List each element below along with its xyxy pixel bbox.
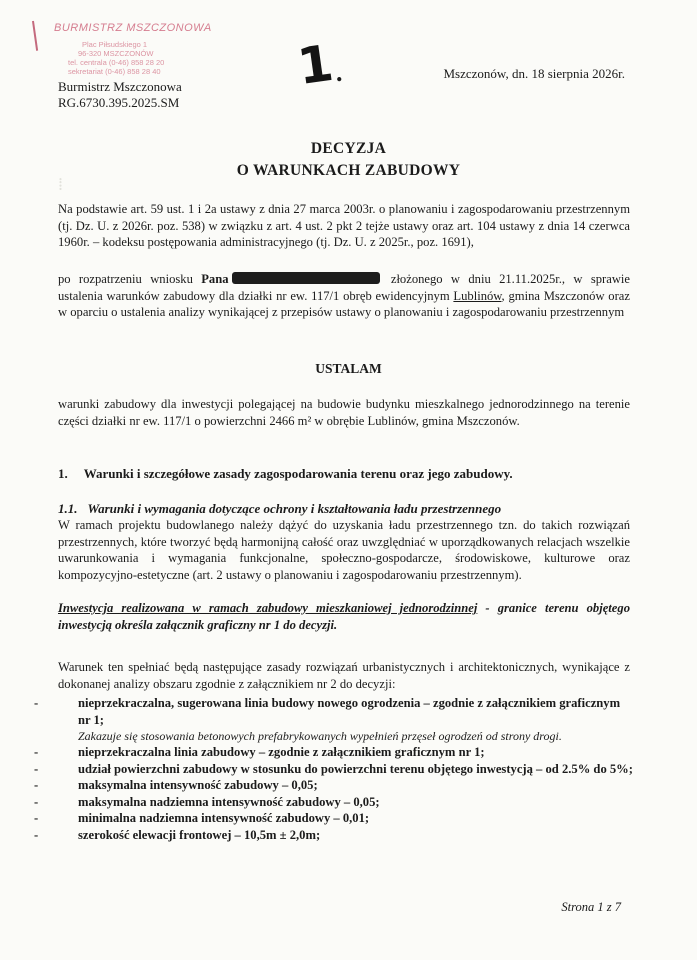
condition-text: szerokość elewacji frontowej – 10,5m ± 2,0m; bbox=[78, 827, 321, 842]
spatial-order-paragraph: W ramach projektu budowlanego należy dążyć do uzyskania ładu przestrzennego tzn. do takich rozwiązań przestrzennych, które tworzyć będą harmonijną całość oraz uwzględniać w uporządkowanych relacjach wszelkie uwarunkowania i wymagania funkcjonalne, społeczno-gospodarcze, środowiskowe, kulturowe oraz kompozycyjno-estetyczne (art. 2 ustawy o planowaniu i zagospodarowaniu przestrzennym). bbox=[58, 518, 630, 582]
document-title: DECYZJA bbox=[310, 140, 387, 157]
consideration-paragraph bbox=[58, 271, 630, 321]
stamp-line: Plac Piłsudskiego 1 bbox=[82, 40, 148, 49]
condition-text: nieprzekraczalna, sugerowana linia budowy nowego ogrodzenia – zgodnie z załącznikiem graficznym nr 1; bbox=[78, 696, 621, 727]
condition-text: nieprzekraczalna linia zabudowy – zgodnie z załącznikiem graficznym nr 1; bbox=[78, 745, 485, 759]
subsection-number: 1.1. bbox=[58, 501, 78, 516]
list-item: - nieprzekraczalna linia zabudowy – zgodnie z załącznikiem graficznym nr 1; bbox=[34, 745, 485, 759]
issuer-office: Burmistrz Mszczonowa bbox=[58, 79, 182, 94]
subsection-title: Warunki i wymagania dotyczące ochrony i kształtowania ładu przestrzennego bbox=[87, 501, 502, 516]
list-item: - minimalna nadziemna intensywność zabudowy – 0,01; bbox=[34, 811, 370, 825]
section-1-heading bbox=[58, 465, 658, 483]
condition-text: maksymalna nadziemna intensywność zabudowy – 0,05; bbox=[78, 794, 380, 809]
investment-boundary: - granice terenu objętego inwestycją określa załącznik graficzny nr 1 do decyzji. bbox=[58, 601, 630, 632]
stamp-line: 96-320 MSZCZONÓW bbox=[78, 49, 154, 58]
condition-note: Zakazuje się stosowania betonowych prefabrykowanych wypełnień przęseł ogrodzeń od strony drogi. bbox=[78, 729, 562, 743]
list-item: - nieprzekraczalna, sugerowana linia budowy nowego ogrodzenia – zgodnie z załącznikiem graficznym nr 1; bbox=[34, 696, 621, 727]
list-item: - maksymalna intensywność zabudowy – 0,05; bbox=[34, 778, 318, 792]
place-and-date: Mszczonów, dn. 18 sierpnia 2026r. bbox=[443, 66, 625, 81]
determination-paragraph: warunki zabudowy dla inwestycji polegającej na budowie budynku mieszkalnego jednorodzinnego na terenie części działki nr ew. 117/1 o powierzchni 2466 m² w obrębie Lublinów, gmina Mszczonów. bbox=[58, 397, 630, 428]
condition-text: udział powierzchni zabudowy w stosunku do powierzchni terenu objętego inwestycją – od 2.5% do 5%; bbox=[78, 761, 633, 776]
stamp-line: sekretariat (0-46) 858 28 40 bbox=[68, 67, 161, 76]
stamp-mark bbox=[32, 19, 50, 51]
applicant-title: Pana bbox=[201, 272, 229, 286]
conditions-list bbox=[34, 695, 634, 843]
investment-paragraph bbox=[58, 600, 630, 633]
list-item: - szerokość elewacji frontowej – 10,5m ± 2,0m; bbox=[34, 827, 321, 842]
list-item: - maksymalna nadziemna intensywność zabudowy – 0,05; bbox=[34, 794, 380, 809]
stamp-title: BURMISTRZ MSZCZONOWA bbox=[54, 22, 212, 34]
ustalam-heading: USTALAM bbox=[315, 361, 382, 376]
conditions-intro: Warunek ten spełniać będą następujące zasady rozwiązań urbanistycznych i architektonicznych, wynikające z dokonanej analizy obszaru zgodnie z załącznikiem nr 2 do decyzji: bbox=[58, 660, 630, 691]
condition-text: maksymalna intensywność zabudowy – 0,05; bbox=[78, 778, 318, 792]
handwritten-page-number: 1 bbox=[294, 33, 337, 97]
place-name: Lublinów, bbox=[453, 288, 505, 303]
redacted-applicant-name bbox=[232, 272, 380, 284]
handwritten-dot: . bbox=[336, 58, 343, 87]
consideration-text: złożonego w dniu 21.11.2025r., w sprawie ustalenia warunków zabudowy dla działki nr ew. 117/1 obręb ewidencyjnym bbox=[58, 272, 631, 303]
list-item: - udział powierzchni zabudowy w stosunku do powierzchni terenu objętego inwestycją – od 2.5% do 5%; bbox=[34, 761, 633, 776]
document-subtitle: O WARUNKACH ZABUDOWY bbox=[236, 162, 461, 179]
stamp-line: tel. centrala (0-46) 858 28 20 bbox=[68, 58, 165, 67]
condition-text: minimalna nadziemna intensywność zabudowy – 0,01; bbox=[78, 811, 370, 825]
section-1-1-heading bbox=[58, 500, 658, 518]
section-title: Warunki i szczegółowe zasady zagospodarowania terenu oraz jego zabudowy. bbox=[83, 466, 513, 481]
case-reference: RG.6730.395.2025.SM bbox=[58, 95, 180, 110]
section-number: 1. bbox=[58, 466, 68, 481]
paper-smudge: ⁞ bbox=[58, 174, 64, 194]
investment-type: Inwestycja realizowana w ramach zabudowy mieszkaniowej jednorodzinnej bbox=[58, 601, 478, 615]
consideration-prefix: po rozpatrzeniu wniosku bbox=[58, 272, 202, 286]
legal-basis: Na podstawie art. 59 ust. 1 i 2a ustawy z dnia 27 marca 2003r. o planowaniu i zagospodarowaniu przestrzennym (tj. Dz. U. z 2026r. poz. 538) w związku z art. 4 ust. 2 pkt 2 tejże ustawy oraz art. 104 ustawy z dnia 14 czerwca 1960r. – kodeksu postępowania administracyjnego (tj. Dz. U. z 2025r., poz. 1691), bbox=[58, 202, 630, 249]
consideration-suffix: gmina Mszczonów oraz w oparciu o ustalenia analizy wynikającej z przepisów ustawy o planowaniu i zagospodarowaniu przestrzennym bbox=[58, 288, 630, 319]
page-footer: Strona 1 z 7 bbox=[561, 900, 621, 914]
